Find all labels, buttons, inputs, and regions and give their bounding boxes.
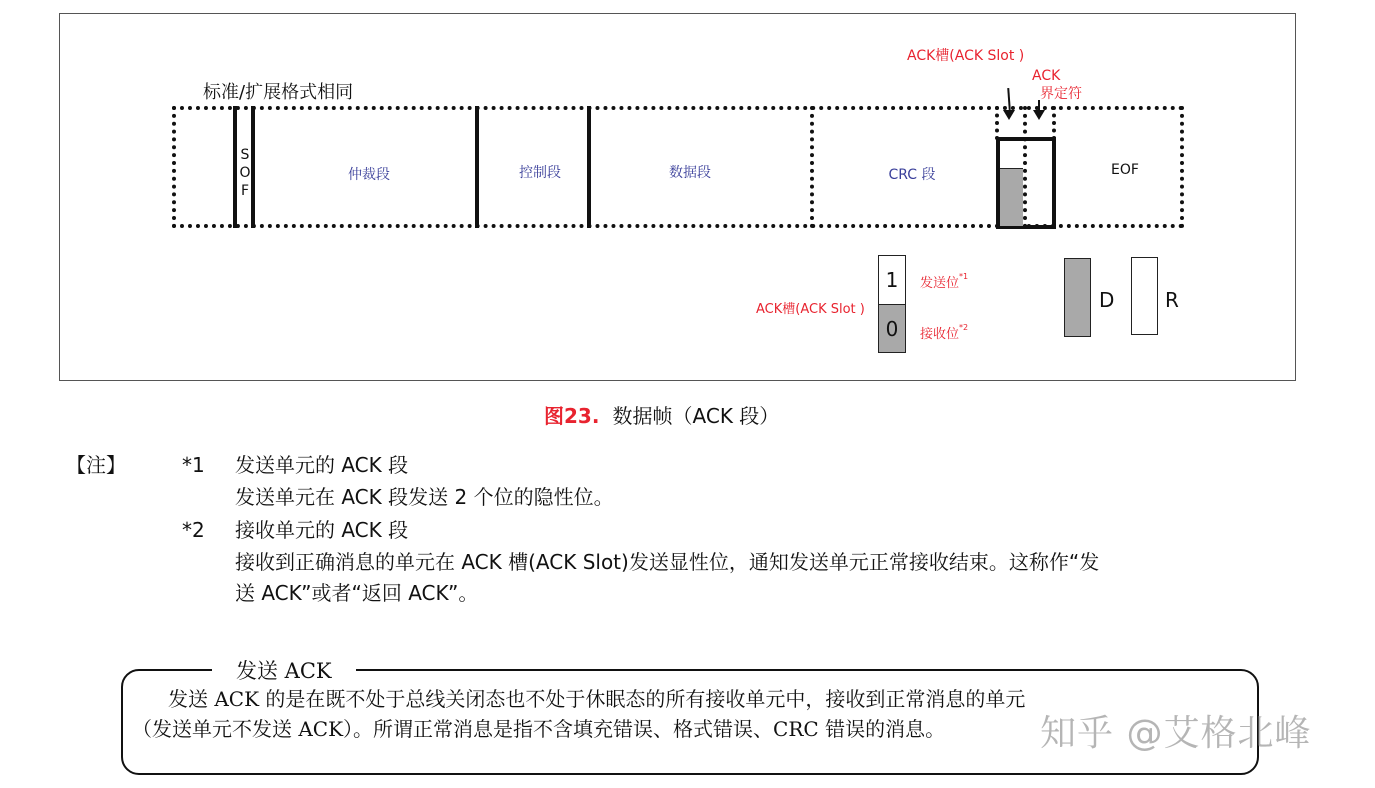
segment-arbitration: 仲裁段 — [348, 167, 390, 183]
legend-bit-bottom — [878, 317, 906, 341]
legend-receive-bit — [920, 323, 968, 342]
legend-ack-slot-label: ACK槽(ACK Slot ) — [756, 302, 865, 317]
note-2-body-line2: 送 ACK”或者“返回 ACK”。 — [235, 581, 479, 605]
legend-receive-bit-sup: *2 — [959, 323, 969, 332]
separator-data-crc — [810, 106, 814, 228]
legend-recessive-box — [1131, 257, 1158, 335]
legend-dominant-label: D — [1099, 288, 1115, 312]
legend-bit-zero: 0 — [885, 317, 899, 341]
note-2-body-line1: 接收到正确消息的单元在 ACK 槽(ACK Slot)发送显性位，通知发送单元正常接收结束。这称作“发 — [235, 550, 1100, 574]
ack-slot-right-dotted — [1023, 106, 1027, 228]
ack-top-bar — [996, 137, 1056, 141]
legend-send-bit-sup: *1 — [959, 272, 969, 281]
note-1-body: 发送单元在 ACK 段发送 2 个位的隐性位。 — [235, 485, 614, 509]
legend-bit-top — [878, 268, 906, 292]
note-1-title: 发送单元的 ACK 段 — [235, 453, 409, 477]
diagram-heading: 标准/扩展格式相同 — [203, 82, 354, 103]
sof-letter-f: F — [240, 183, 250, 199]
frame-left-border — [172, 106, 176, 228]
note-2-title: 接收单元的 ACK 段 — [235, 518, 409, 542]
watermark: 知乎 @艾格北峰 — [1040, 713, 1312, 754]
frame-right-border — [1180, 106, 1184, 228]
sof-label — [238, 146, 252, 200]
callout-title: 发送 ACK — [212, 655, 356, 685]
ack-delim-right-solid — [1052, 137, 1056, 229]
callout-line-1: 发送 ACK 的是在既不处于总线关闭态也不处于休眠态的所有接收单元中，接收到正常消息的单元 — [168, 687, 1026, 711]
ack-slot-left-dotted — [995, 106, 999, 140]
sof-letter-s: S — [240, 147, 250, 163]
separator-arb-ctrl — [475, 106, 479, 228]
ack-slot-arrow-head — [1003, 110, 1015, 120]
segment-data: 数据段 — [669, 165, 711, 181]
segment-control: 控制段 — [519, 165, 561, 181]
legend-send-bit — [920, 272, 968, 291]
legend-receive-bit-label: 接收位 — [920, 327, 960, 342]
legend-recessive-label: R — [1165, 288, 1179, 312]
legend-bit-one: 1 — [885, 268, 899, 292]
separator-ctrl-data — [587, 106, 591, 228]
ack-delim-arrow-head — [1033, 110, 1045, 120]
sof-left-line — [233, 106, 237, 228]
segment-eof: EOF — [1111, 162, 1139, 178]
note-2-marker: *2 — [182, 518, 205, 542]
caption-text: 数据帧（ACK 段） — [612, 404, 780, 428]
sof-letter-o: O — [239, 165, 251, 181]
legend-dominant-box — [1064, 258, 1091, 337]
note-1-marker: *1 — [182, 453, 205, 477]
notes-label: 【注】 — [66, 453, 126, 477]
ack-slot-annotation: ACK槽(ACK Slot ) — [907, 48, 1025, 64]
ack-delim-right-dotted — [1052, 106, 1056, 140]
figure-caption — [544, 400, 779, 429]
ack-delimiter-annotation-line2: 界定符 — [1040, 86, 1082, 102]
ack-delimiter-annotation-line1: ACK — [1032, 68, 1061, 84]
segment-crc: CRC 段 — [888, 167, 936, 183]
caption-number: 图23. — [544, 404, 600, 428]
ack-slot-dominant-fill — [1000, 168, 1023, 226]
callout-line-2: （发送单元不发送 ACK）。所谓正常消息是指不含填充错误、格式错误、CRC 错误的消息。 — [132, 717, 946, 741]
legend-send-bit-label: 发送位 — [920, 276, 960, 291]
